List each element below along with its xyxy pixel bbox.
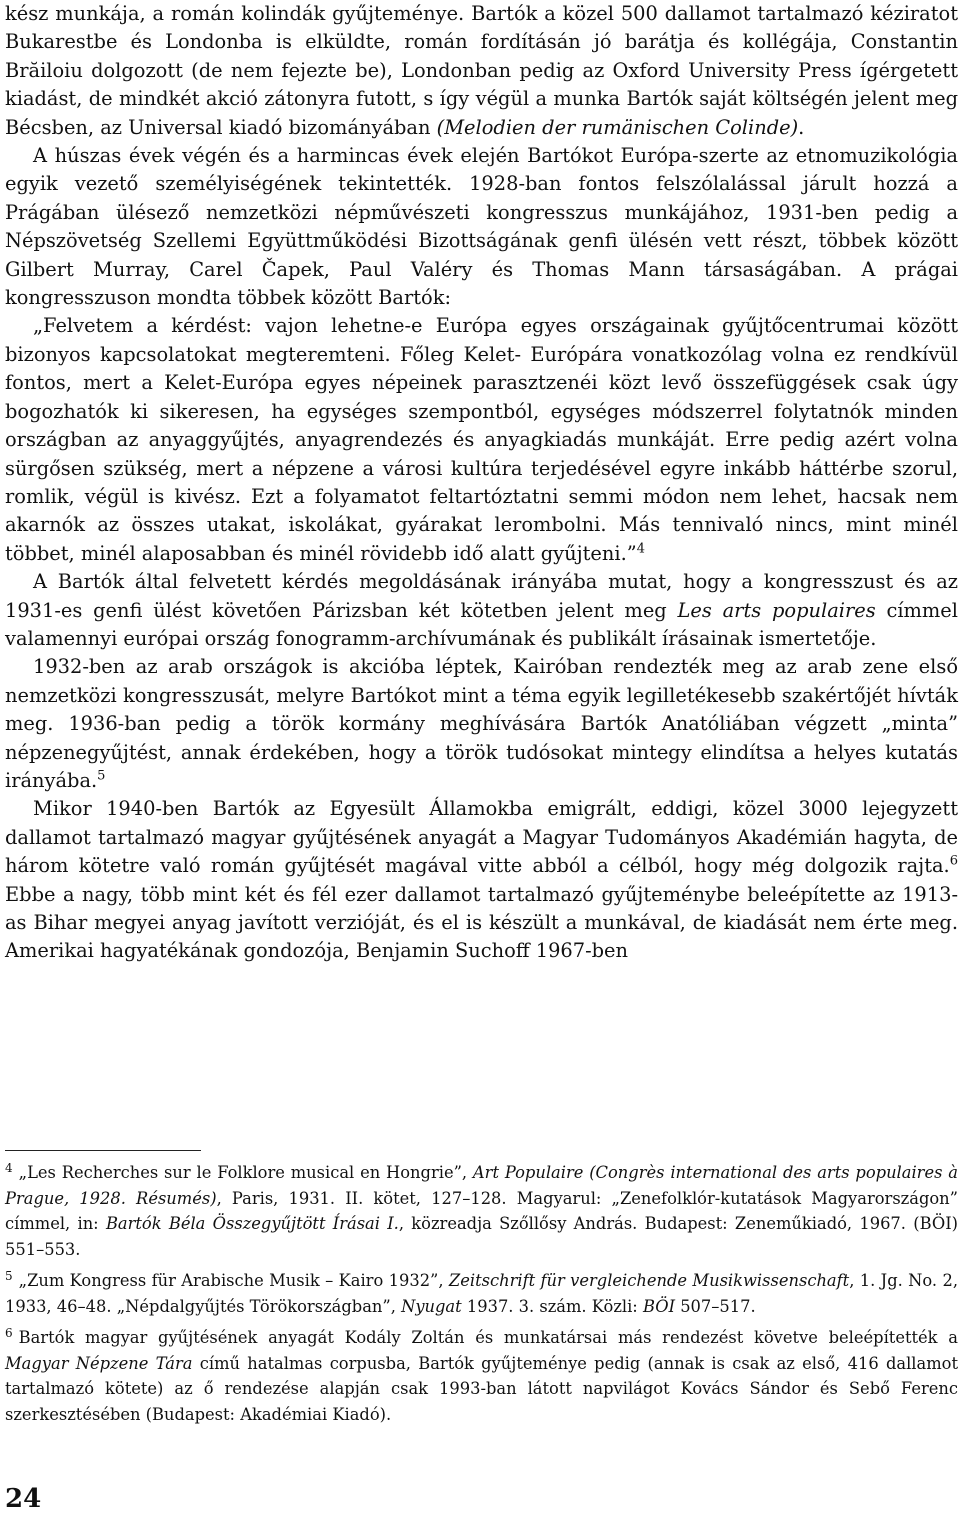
footnote xyxy=(5,1160,958,1262)
italic-text: Zeitschrift für vergleichende Musikwissenschaft xyxy=(448,1271,850,1290)
text-run: címmel valamennyi európai ország fonogramm-archívumának és publikált írásainak ismertetője. xyxy=(5,598,958,650)
footnote-reference: 4 xyxy=(636,541,645,557)
footnote-divider xyxy=(5,1150,201,1151)
text-run: , közreadja Szőllősy András. Budapest: Zeneműkiadó, 1967. (BÖI) 551–553. xyxy=(5,1214,958,1259)
italic-text: BÖI xyxy=(642,1296,676,1316)
italic-text: (Melodien der rumänischen Colinde) xyxy=(436,115,799,139)
text-run: A húszas évek végén és a harmincas évek elején Bartókot Európa-szerte az etnomuzikológia egyik vezető személyiségének tekintették. 1928-ban fontos felszólalással járult hozzá a Prágában ülésező nemzetközi népművészeti kongresszus munkájához, 1931-ben pedig a Népszövetség Szellemi Együttműködési Bizottságának genfi ülésén vett részt, többek között Gilbert Murray, Carel Čapek, Paul Valéry és Thomas Mann társaságában. A prágai kongresszuson mondta többek között Bartók: xyxy=(5,144,958,310)
paragraph xyxy=(5,0,958,142)
page-body xyxy=(5,0,958,966)
text-run: kész munkája, a román kolindák gyűjteménye. Bartók a közel 500 dallamot tartalmazó kéziratot Bukarestbe és Londonba is elküldte, román fordításán jó barátja és kollégája, Constantin Brăiloiu dolgozott (de nem fejezte be), Londonban pedig az Oxford University Press ígérgetett kiadást, de mindkét akció zátonyra futott, s így végül a munka Bartók saját költségén jelent meg Bécsben, az Universal kiadó bizományában xyxy=(5,2,958,139)
text-run: 1937. 3. szám. Közli: xyxy=(461,1296,643,1316)
text-run: A Bartók által felvetett kérdés megoldásának irányába mutat, hogy a kongresszust és az 1931-es genfi ülést követően Párizsban két kötetben jelent meg xyxy=(5,570,958,622)
footnote-number: 4 xyxy=(5,1160,13,1175)
footnote xyxy=(5,1268,958,1319)
italic-text: Les arts populaires xyxy=(677,598,876,622)
text-run: . xyxy=(798,115,805,139)
italic-text: Magyar Népzene Tára xyxy=(5,1353,193,1373)
text-run: 507–517. xyxy=(675,1296,756,1316)
text-run: Bartók magyar gyűjtésének anyagát Kodály Zoltán és munkatársai más rendezést követve beleépítették a xyxy=(18,1328,958,1347)
text-run: című hatalmas corpusba, Bartók gyűjteménye pedig (annak is csak az első, 416 dallamot tartalmazó kötete) az ő rendezése alapján csak 1993-ban látott napvilágot Kovács Sándor és Sebő Ferenc szerkesztésében (Budapest: Akadémiai Kiadó). xyxy=(5,1353,958,1424)
text-run: Mikor 1940-ben Bartók az Egyesült Államokba emigrált, eddigi, közel 3000 lejegyzett dallamot tartalmazó magyar gyűjtésének anyagát a Magyar Tudományos Akadémián hagyta, de három kötetre való román gyűjtését magával vitte abból a célból, hogy még dolgozik rajta. xyxy=(5,797,958,878)
footnote-number: 6 xyxy=(5,1325,13,1340)
footnote-reference: 6 xyxy=(949,853,958,869)
text-run: , Paris, 1931. II. kötet, 127–128. Magyarul: „Zenefolklór-kutatások Magyarországon” címmel, in: xyxy=(5,1188,958,1233)
paragraph xyxy=(5,142,958,312)
footnote xyxy=(5,1325,958,1427)
text-run: 1932-ben az arab országok is akcióba léptek, Kairóban rendezték meg az arab zene első nemzetközi kongresszusát, melyre Bartókot mint a téma egyik legilletékesebb szakértőjét hívták meg. 1936-ban pedig a török kormány meghívására Bartók Anatóliában végzett „minta” népzenegyűjtést, annak érdekében, hogy a török tudósokat mintegy elindítsa a helyes kutatás irányába. xyxy=(5,655,958,792)
paragraph xyxy=(5,312,958,568)
footnote-number: 5 xyxy=(5,1268,13,1283)
text-run: „Les Recherches sur le Folklore musical en Hongrie”, xyxy=(18,1163,473,1182)
text-run: „Zum Kongress für Arabische Musik – Kairo 1932”, xyxy=(18,1271,449,1290)
main-text xyxy=(5,0,958,966)
text-run: Ebbe a nagy, több mint két és fél ezer dallamot tartalmazó gyűjteménybe beleépítette az 1913-as Bihar megyei anyag javított verzióját, és el is készült a munkával, de kiadását nem érte meg. Amerikai hagyatékának gondozója, Benjamin Suchoff 1967-ben xyxy=(5,882,958,963)
italic-text: Nyugat xyxy=(401,1296,462,1316)
text-run: „Felvetem a kérdést: vajon lehetne-e Európa egyes országainak gyűjtőcentrumai között bizonyos kapcsolatokat megteremteni. Főleg Kelet- Európára vonatkozólag volna ez rendkívül fontos, mert a Kelet-Európa egyes népeinek parasztzenéi közt levő összefüggések csak úgy bogozhatók ki sikeresen, ha egységes szempontból, egységes módszerrel folytatnók minden országban az anyaggyűjtés, anyagrendezés és anyagkiadás munkáját. Erre pedig azért volna sürgősen szükség, mert a népzene a városi kultúra terjedésével egyre inkább háttérbe szorul, romlik, végül is kivész. Ezt a folyamatot feltartóztatni semmi módon nem lehet, hacsak nem akarnók az összes utakat, iskolákat, gyárakat lerombolni. Más tennivaló nincs, mint minél többet, minél alaposabban és minél rövidebb idő alatt gyűjteni.” xyxy=(5,314,958,565)
paragraph xyxy=(5,795,958,965)
page-number: 24 xyxy=(5,1484,42,1514)
footnotes xyxy=(5,1160,958,1433)
paragraph xyxy=(5,568,958,653)
footnote-reference: 5 xyxy=(97,768,106,784)
italic-text: Bartók Béla Összegyűjtött Írásai I. xyxy=(105,1214,399,1233)
text-run: , 1. Jg. No. 2, 1933, 46–48. „Népdalgyűjtés Törökországban”, xyxy=(5,1271,959,1316)
italic-text: Art Populaire (Congrès international des arts populaires à Prague, 1928. Résumés) xyxy=(5,1163,958,1208)
paragraph xyxy=(5,653,958,795)
